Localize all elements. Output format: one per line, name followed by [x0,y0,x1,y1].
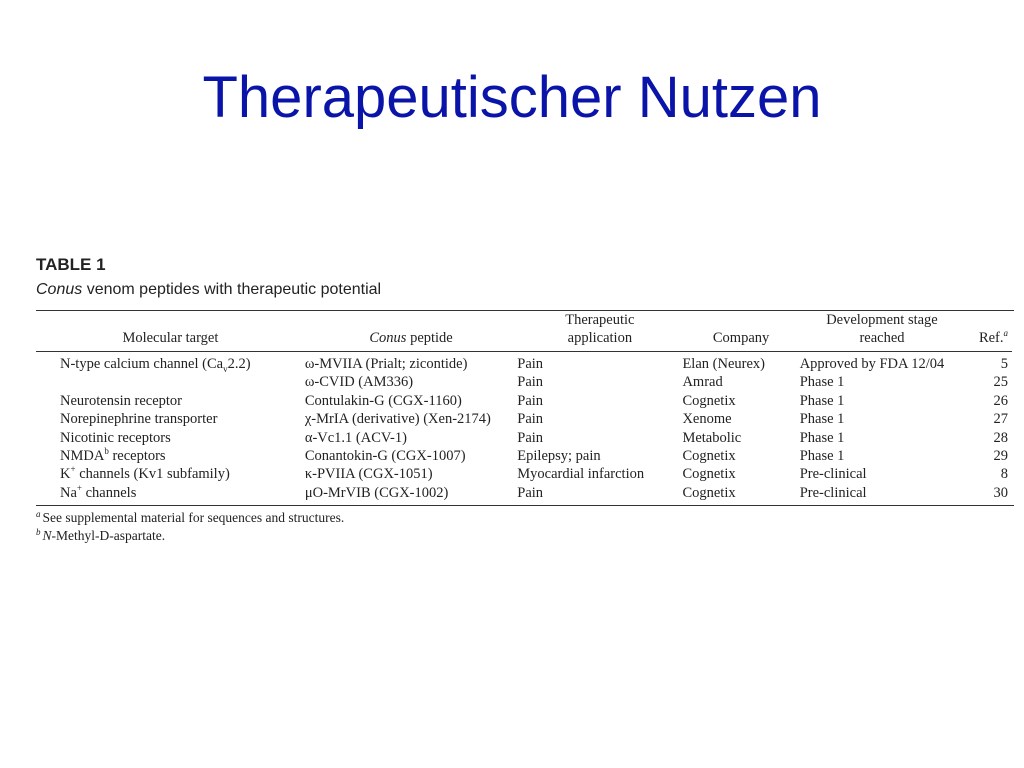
table-row [36,392,1012,410]
footnote-b-mark: b [36,526,41,537]
cell-conus-peptide: χ-MrIA (derivative) (Xen-2174) [304,411,491,428]
cell-conus-peptide: Contulakin-G (CGX-1160) [304,392,462,409]
footnote-a-text: See supplemental material for sequences and structures. [42,510,345,526]
cell-ref: 26 [993,392,1008,409]
target-subscript: v [223,363,228,374]
header-company: Company [682,311,799,352]
slide-title: Therapeutischer Nutzen [202,65,822,130]
target-text-rest: channels (Kv1 subfamily) [75,466,230,483]
cell-conus-peptide: κ-PVIIA (CGX-1051) [304,466,433,483]
cell-development-stage: Phase 1 [799,374,845,391]
cell-therapeutic-application: Epilepsy; pain [517,448,601,465]
cell-development-stage: Phase 1 [799,429,845,446]
cell-development-stage: Phase 1 [799,448,845,465]
target-text: NMDA [60,448,105,465]
cell-molecular-target [36,484,305,505]
header-conus-italic: Conus [369,330,407,346]
cell-ref: 8 [1000,466,1008,483]
cell-conus-peptide: ω-MVIIA (Prialt; zicontide) [304,356,468,372]
target-text: Nicotinic receptors [60,429,171,446]
header-conus-rest: peptide [406,330,453,346]
header-dev-line1: Development stage [826,312,938,328]
cell-ref: 28 [993,429,1008,446]
cell-therapeutic-application: Pain [517,484,544,501]
cell-company: Amrad [682,374,723,391]
target-text: Norepinephrine transporter [60,411,218,428]
table-row [36,465,1012,483]
cell-therapeutic-application: Pain [517,411,544,428]
header-dev-line2: reached [859,330,905,346]
cell-company: Cognetix [682,484,736,501]
target-text-rest: receptors [108,448,166,465]
table-row [36,410,1012,428]
target-text: K [60,466,71,483]
header-therapeutic-line1: Therapeutic [565,312,635,328]
cell-molecular-target [36,373,305,391]
target-superscript: + [70,464,76,475]
cell-development-stage: Approved by FDA 12/04 [799,356,945,372]
cell-molecular-target [36,352,305,374]
cell-conus-peptide: Conantokin-G (CGX-1007) [304,448,466,465]
cell-ref: 27 [993,411,1008,428]
header-therapeutic-application [517,311,682,352]
footnote-a [36,509,1014,527]
table-row [36,352,1012,374]
header-conus-peptide [305,311,517,352]
table-row [36,484,1012,505]
cell-company: Elan (Neurex) [682,356,765,372]
cell-company: Xenome [682,411,732,428]
cell-ref: 5 [1000,356,1008,372]
peptide-table [36,311,1012,505]
cell-development-stage: Phase 1 [799,392,845,409]
cell-conus-peptide: ω-CVID (AM336) [304,374,414,391]
cell-molecular-target [36,447,305,465]
target-text: Na [60,484,77,501]
cell-molecular-target [36,429,305,447]
table-row [36,429,1012,447]
cell-ref: 30 [993,484,1008,501]
cell-therapeutic-application: Pain [517,429,544,446]
cell-molecular-target [36,465,305,483]
cell-company: Metabolic [682,429,742,446]
target-superscript: + [76,483,82,494]
footnote-b-italic: N [42,528,52,544]
peptide-table-block [36,254,1014,545]
table-row [36,447,1012,465]
header-ref [964,311,1012,352]
cell-development-stage: Pre-clinical [799,466,867,483]
cell-molecular-target [36,392,305,410]
cell-development-stage: Phase 1 [799,411,845,428]
table-header-row [36,311,1012,352]
bottom-rule [36,505,1014,506]
table-caption [36,279,1014,301]
header-development-stage [800,311,965,352]
target-text: Neurotensin receptor [60,392,182,409]
target-text: N-type calcium channel (Ca [60,356,224,372]
header-ref-sup: a [1003,328,1008,339]
cell-molecular-target [36,410,305,428]
cell-company: Cognetix [682,466,736,483]
cell-therapeutic-application: Pain [517,392,544,409]
table-label: TABLE 1 [36,255,106,274]
table-row [36,373,1012,391]
cell-company: Cognetix [682,448,736,465]
table-caption-rest: venom peptides with therapeutic potential [82,281,382,298]
cell-ref: 29 [993,448,1008,465]
cell-therapeutic-application: Myocardial infarction [517,466,645,483]
cell-company: Cognetix [682,392,736,409]
footnote-b-text: -Methyl-D-aspartate. [51,528,166,544]
cell-conus-peptide: α-Vc1.1 (ACV-1) [304,429,407,446]
target-text-rest: channels [82,484,137,501]
header-ref-label: Ref. [978,330,1004,346]
cell-development-stage: Pre-clinical [799,484,867,501]
footnote-b [36,527,1014,545]
footnote-a-mark: a [36,508,41,519]
cell-conus-peptide: μO-MrVIB (CGX-1002) [304,484,449,501]
header-therapeutic-line2: application [567,330,633,346]
header-molecular-target: Molecular target [36,311,305,352]
target-text-rest: 2.2) [227,356,251,372]
cell-ref: 25 [993,374,1008,391]
table-caption-italic: Conus [36,281,83,298]
cell-therapeutic-application: Pain [517,356,544,372]
footnotes [36,509,1014,545]
target-superscript: b [104,446,109,457]
cell-therapeutic-application: Pain [517,374,544,391]
